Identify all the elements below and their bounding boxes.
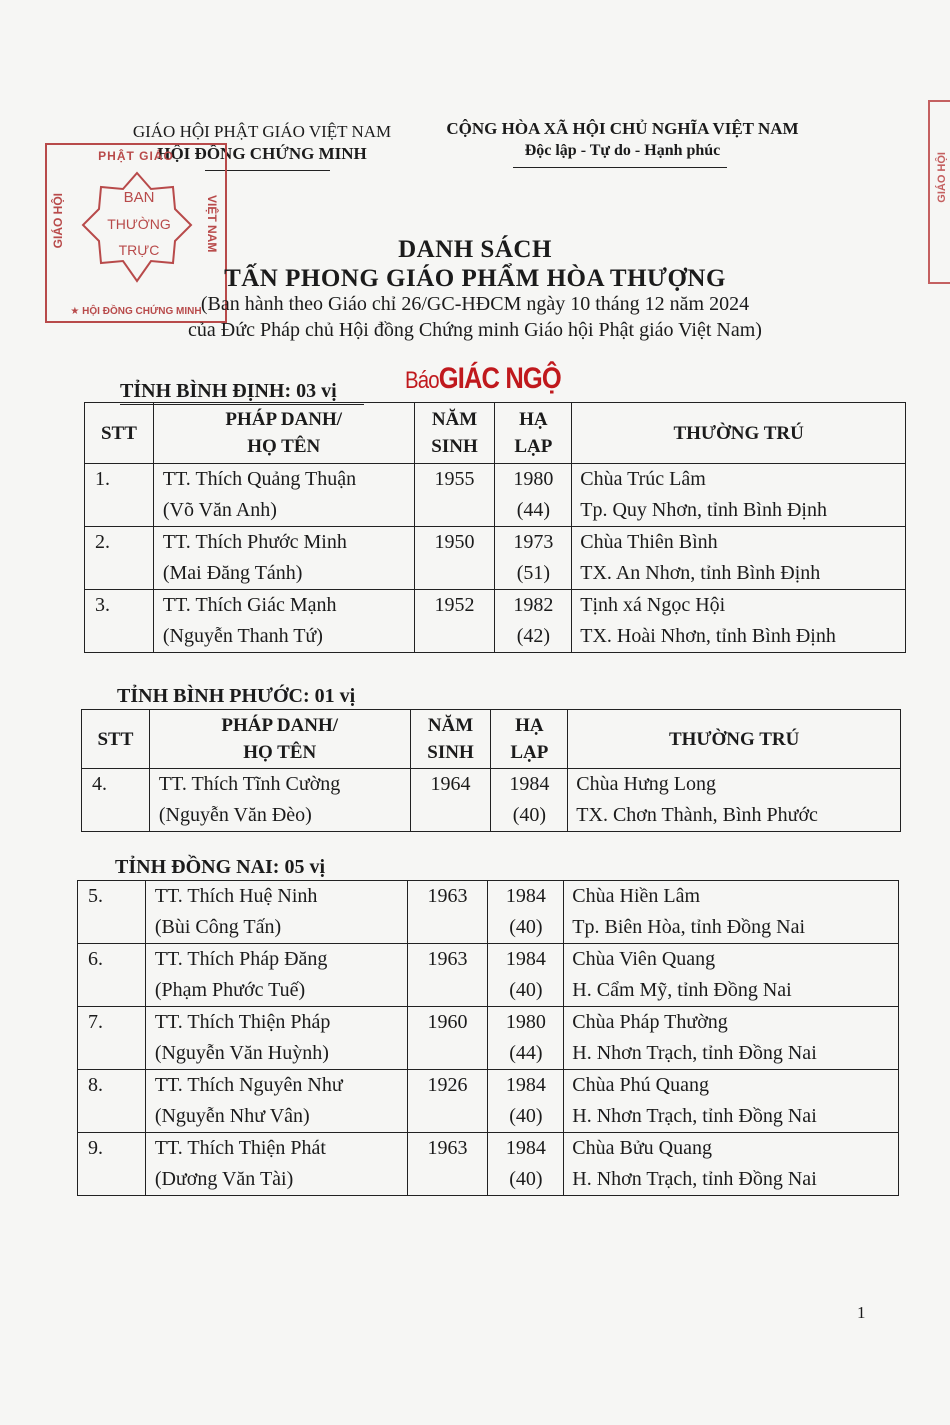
- logo-name: GIÁC NGỘ: [438, 362, 561, 395]
- col-name: [153, 403, 414, 464]
- col-name: [149, 710, 410, 769]
- col-name-l2: HỌ TÊN: [243, 742, 317, 763]
- cell-birth-year: 1963: [407, 944, 488, 1007]
- col-stt: STT: [82, 710, 150, 769]
- cell-stt: 9.: [78, 1133, 146, 1196]
- col-birth-l1: NĂM: [427, 715, 474, 736]
- col-birth-l1: NĂM: [431, 409, 478, 430]
- birth-name: (Nguyễn Thanh Tứ): [162, 625, 323, 647]
- birth-name: (Bùi Công Tấn): [154, 916, 282, 938]
- col-ha-l2: LẠP: [514, 436, 553, 457]
- temple: Chùa Hưng Long: [576, 773, 717, 795]
- cell-birth-year: 1963: [407, 881, 488, 944]
- dharma-name: TT. Thích Tĩnh Cường: [158, 773, 341, 795]
- cell-name: [145, 1070, 407, 1133]
- col-ha-l1: HẠ: [515, 715, 544, 736]
- temple: Chùa Bửu Quang: [572, 1137, 712, 1159]
- table-header-row: [82, 710, 901, 769]
- table-row: [78, 1133, 899, 1196]
- dharma-name: TT. Thích Thiện Pháp: [154, 1011, 331, 1033]
- temple: Chùa Trúc Lâm: [580, 468, 706, 490]
- cell-residence: [564, 944, 899, 1007]
- motto: Độc lập - Tự do - Hạnh phúc: [524, 142, 721, 159]
- col-ha-l2: LẠP: [510, 742, 549, 763]
- decree-line1: (Ban hành theo Giáo chỉ 26/GC-HĐCM ngày 10 tháng 12 năm 2024: [200, 293, 750, 315]
- cell-residence: [572, 527, 906, 590]
- table-dong-nai: [77, 880, 899, 1196]
- dharma-name: TT. Thích Quảng Thuận: [162, 468, 357, 490]
- cell-birth-year: 1952: [414, 590, 495, 653]
- seal-left-text: GIÁO HỘI: [51, 193, 65, 249]
- cell-residence: [564, 1070, 899, 1133]
- cell-ha-lap: 1973 (51): [495, 527, 572, 590]
- col-birth-l2: SINH: [427, 742, 474, 763]
- cell-ha-lap: 1984 (40): [488, 1133, 564, 1196]
- cell-stt: 8.: [78, 1070, 146, 1133]
- table-row: [85, 464, 906, 527]
- cell-birth-year: 1926: [407, 1070, 488, 1133]
- dharma-name: TT. Thích Thiện Phát: [154, 1137, 326, 1159]
- cell-name: [145, 881, 407, 944]
- cell-stt: 3.: [85, 590, 154, 653]
- cell-ha-lap: 1984 (40): [488, 944, 564, 1007]
- cell-ha-lap: 1980 (44): [495, 464, 572, 527]
- temple: Tịnh xá Ngọc Hội: [580, 594, 726, 616]
- dharma-name: TT. Thích Huệ Ninh: [154, 885, 318, 907]
- birth-name: (Nguyễn Như Vân): [154, 1105, 310, 1127]
- cell-stt: 6.: [78, 944, 146, 1007]
- cell-name: [145, 944, 407, 1007]
- seal-right-text: VIỆT NAM: [205, 195, 219, 253]
- doc-subtitle: TẤN PHONG GIÁO PHẨM HÒA THƯỢNG: [224, 265, 726, 292]
- birth-name: (Dương Văn Tài): [154, 1168, 294, 1190]
- cell-ha-lap: 1982 (42): [495, 590, 572, 653]
- col-birth-l2: SINH: [431, 436, 478, 457]
- location: Tp. Biên Hòa, tỉnh Đồng Nai: [572, 916, 806, 938]
- cell-birth-year: 1960: [407, 1007, 488, 1070]
- cell-residence: [572, 590, 906, 653]
- birth-name: (Mai Đăng Tánh): [162, 562, 303, 584]
- table-row: [78, 881, 899, 944]
- cell-residence: [564, 1133, 899, 1196]
- page-number: 1: [857, 1303, 866, 1322]
- col-name-l1: PHÁP DANH/: [225, 409, 343, 430]
- table-binh-dinh: [84, 402, 906, 653]
- location: TX. Chơn Thành, Bình Phước: [576, 804, 818, 826]
- location: H. Nhơn Trạch, tỉnh Đồng Nai: [572, 1042, 817, 1064]
- seal-bottom-text: ★ HỘI ĐỒNG CHỨNG MINH: [70, 306, 202, 317]
- table-row: [78, 1070, 899, 1133]
- cell-birth-year: 1955: [414, 464, 495, 527]
- col-name-l2: HỌ TÊN: [247, 436, 321, 457]
- cell-residence: [564, 881, 899, 944]
- cell-birth-year: 1950: [414, 527, 495, 590]
- col-residence: THƯỜNG TRÚ: [572, 403, 906, 464]
- newspaper-logo: [405, 362, 561, 396]
- temple: Chùa Hiền Lâm: [572, 885, 701, 907]
- dharma-name: TT. Thích Phước Minh: [162, 531, 347, 553]
- table-row: [78, 944, 899, 1007]
- cell-stt: 7.: [78, 1007, 146, 1070]
- section-title-binh-dinh: TỈNH BÌNH ĐỊNH: 03 vị: [120, 380, 337, 402]
- birth-name: (Nguyễn Văn Đèo): [158, 804, 312, 826]
- temple: Chùa Viên Quang: [572, 948, 716, 970]
- col-ha-l1: HẠ: [519, 409, 548, 430]
- cell-residence: [572, 464, 906, 527]
- section-title-binh-phuoc: TỈNH BÌNH PHƯỚC: 01 vị: [117, 685, 356, 707]
- table-row: [85, 590, 906, 653]
- dharma-name: TT. Thích Nguyên Như: [154, 1074, 343, 1096]
- dharma-name: TT. Thích Giác Mạnh: [162, 594, 337, 616]
- cell-ha-lap: 1984 (40): [488, 1070, 564, 1133]
- seal-center-line2: THƯỜNG TRỰC: [107, 216, 171, 258]
- location: Tp. Quy Nhơn, tỉnh Bình Định: [580, 499, 827, 521]
- cell-residence: [568, 769, 901, 832]
- location: TX. Hoài Nhơn, tỉnh Bình Định: [580, 625, 836, 647]
- cell-ha-lap: 1980 (44): [488, 1007, 564, 1070]
- right-header-underline: [513, 167, 727, 168]
- cell-name: [149, 769, 410, 832]
- republic-name: CỘNG HÒA XÃ HỘI CHỦ NGHĨA VIỆT NAM: [446, 119, 799, 138]
- cell-stt: 4.: [82, 769, 150, 832]
- location: H. Nhơn Trạch, tỉnh Đồng Nai: [572, 1105, 817, 1127]
- decree-line2: của Đức Pháp chủ Hội đồng Chứng minh Giáo hội Phật giáo Việt Nam): [188, 319, 762, 341]
- seal-top-text: PHẬT GIÁO: [98, 149, 174, 163]
- table-binh-phuoc: [81, 709, 901, 832]
- col-ha: [495, 403, 572, 464]
- birth-name: (Võ Văn Anh): [162, 499, 277, 521]
- temple: Chùa Phú Quang: [572, 1074, 709, 1096]
- edge-seal-text: GIÁO HỘI: [936, 152, 948, 203]
- section-title-dong-nai: TỈNH ĐỒNG NAI: 05 vị: [115, 856, 326, 878]
- cell-name: [145, 1133, 407, 1196]
- cell-residence: [564, 1007, 899, 1070]
- cell-ha-lap: 1984 (40): [491, 769, 568, 832]
- seal-center-line1: BAN: [123, 189, 155, 206]
- cell-name: [153, 464, 414, 527]
- cell-stt: 1.: [85, 464, 154, 527]
- table-header-row: [85, 403, 906, 464]
- location: H. Nhơn Trạch, tỉnh Đồng Nai: [572, 1168, 817, 1190]
- col-stt: STT: [85, 403, 154, 464]
- cell-name: [145, 1007, 407, 1070]
- location: H. Cẩm Mỹ, tỉnh Đồng Nai: [572, 979, 792, 1001]
- dharma-name: TT. Thích Pháp Đăng: [154, 948, 328, 970]
- logo-prefix: Báo: [405, 367, 439, 394]
- council-name: HỘI ĐỒNG CHỨNG MINH: [157, 144, 367, 163]
- birth-name: (Phạm Phước Tuế): [154, 979, 306, 1001]
- birth-name: (Nguyễn Văn Huỳnh): [154, 1042, 329, 1064]
- col-name-l1: PHÁP DANH/: [221, 715, 339, 736]
- table-row: [85, 527, 906, 590]
- table-row: [78, 1007, 899, 1070]
- cell-stt: 5.: [78, 881, 146, 944]
- cell-birth-year: 1964: [410, 769, 491, 832]
- table-row: [82, 769, 901, 832]
- location: TX. An Nhơn, tỉnh Bình Định: [580, 562, 821, 584]
- cell-birth-year: 1963: [407, 1133, 488, 1196]
- doc-title: DANH SÁCH: [398, 236, 552, 263]
- cell-stt: 2.: [85, 527, 154, 590]
- org-name: GIÁO HỘI PHẬT GIÁO VIỆT NAM: [132, 122, 392, 141]
- temple: Chùa Thiên Bình: [580, 531, 718, 553]
- temple: Chùa Pháp Thường: [572, 1011, 728, 1033]
- cell-name: [153, 590, 414, 653]
- col-birth: [410, 710, 491, 769]
- col-ha: [491, 710, 568, 769]
- cell-name: [153, 527, 414, 590]
- cell-ha-lap: 1984 (40): [488, 881, 564, 944]
- col-birth: [414, 403, 495, 464]
- col-residence: THƯỜNG TRÚ: [568, 710, 901, 769]
